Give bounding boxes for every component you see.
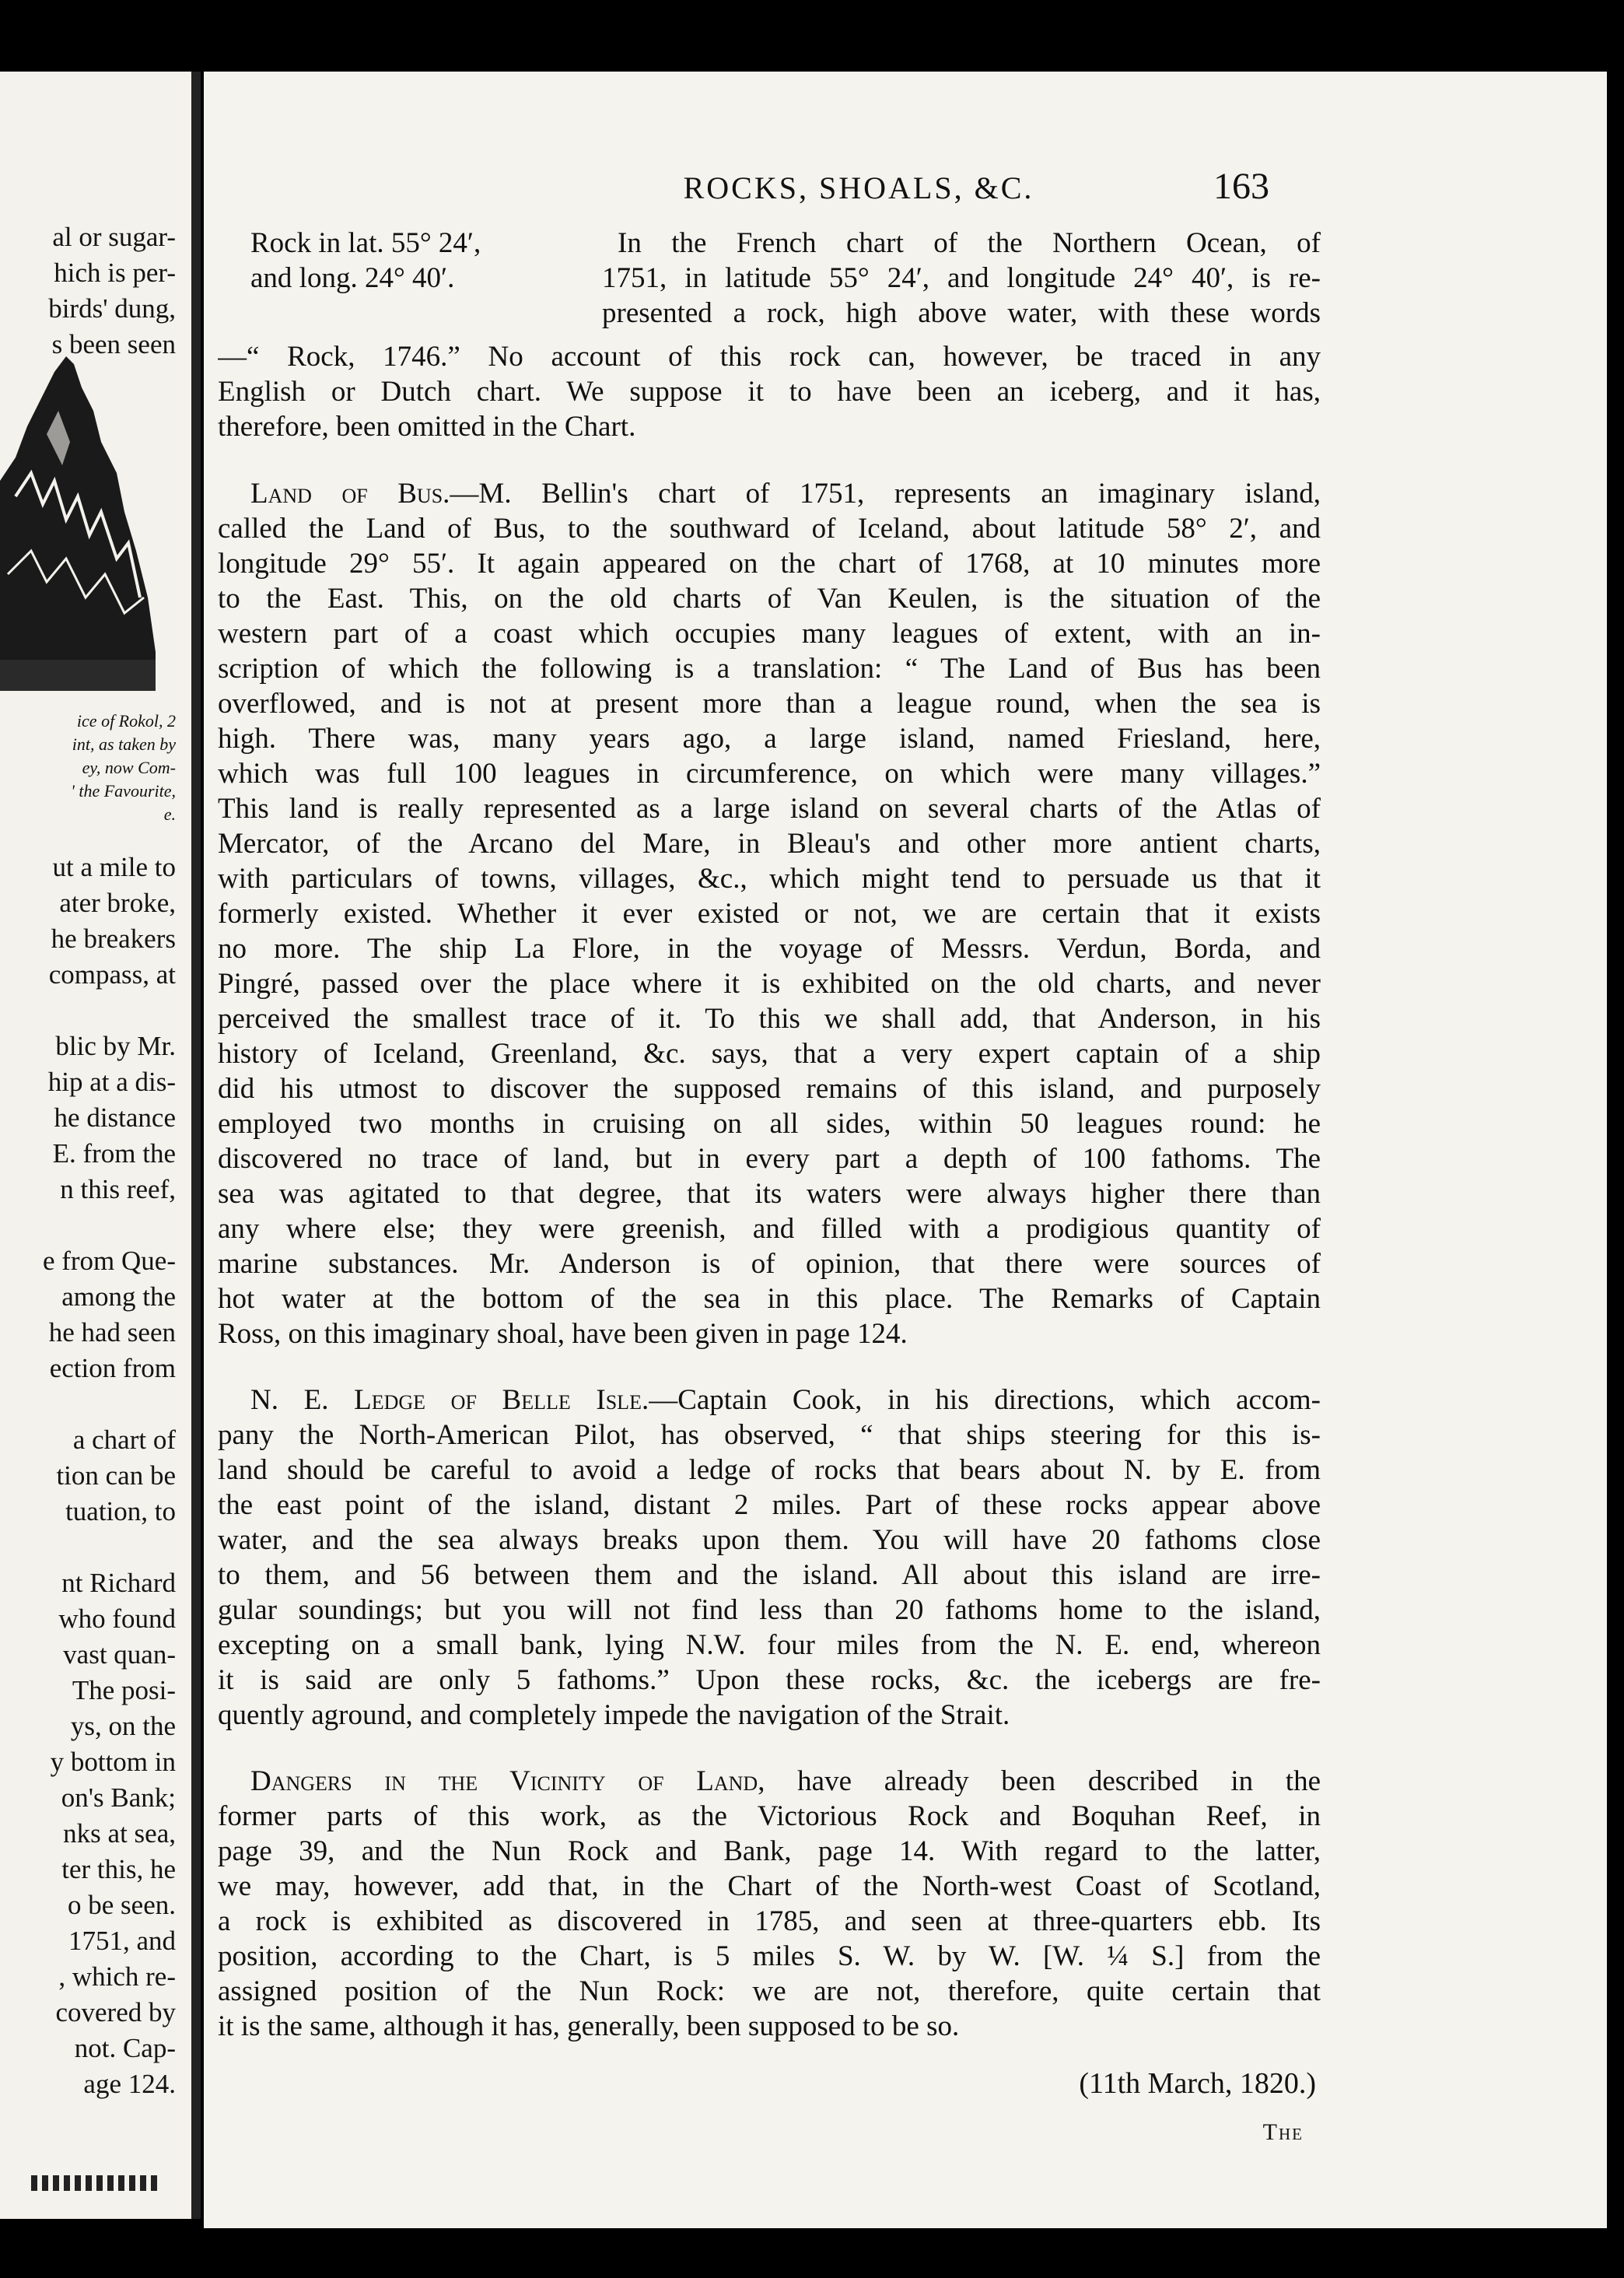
left-page-line: e from Que- xyxy=(42,1246,176,1276)
left-page-line: s been seen xyxy=(51,329,176,359)
text-line: gular soundings; but you will not find less than 20 fathoms home to the island, xyxy=(218,1594,1321,1626)
text-line xyxy=(218,476,1321,511)
text-line: sea was agitated to that degree, that its waters were always higher there than xyxy=(218,1178,1321,1210)
left-page-line: tuation, to xyxy=(65,1496,176,1526)
dateline: (11th March, 1820.) xyxy=(1079,2067,1316,2100)
text-line: —“ Rock, 1746.” No account of this rock can, however, be traced in any xyxy=(218,341,1321,373)
text-line: longitude 29° 55′. It again appeared on the chart of 1768, at 10 minutes more xyxy=(218,548,1321,580)
running-head: ROCKS, SHOALS, &C. xyxy=(683,170,1034,205)
left-page-line: compass, at xyxy=(48,959,176,990)
left-page-line: on's Bank; xyxy=(61,1782,176,1813)
left-page-line: ys, on the xyxy=(70,1711,176,1741)
left-page-line: he distance xyxy=(54,1102,176,1133)
text-line: which was full 100 leagues in circumference, on which were many villages.” xyxy=(218,758,1321,790)
left-page-line: birds' dung, xyxy=(48,293,176,324)
book-page xyxy=(204,72,1607,2228)
text-run: —Captain Cook, in his directions, which accom- xyxy=(649,1384,1321,1416)
text-line: the east point of the island, distant 2 miles. Part of these rocks appear above xyxy=(218,1489,1321,1521)
paragraph-gap xyxy=(218,1733,1321,1764)
section-rock-side-lines xyxy=(602,226,1321,331)
text-run: —M. Bellin's chart of 1751, represents an imaginary island, xyxy=(450,478,1321,510)
text-line: marine substances. Mr. Anderson is of opinion, that there were sources of xyxy=(218,1248,1321,1280)
left-page-line: , which re- xyxy=(58,1961,176,1992)
page-header xyxy=(204,166,1607,216)
left-page-line: he breakers xyxy=(51,923,176,954)
text-line: page 39, and the Nun Rock and Bank, page 14. With regard to the latter, xyxy=(218,1835,1321,1867)
text-line: it is the same, although it has, generally, been supposed to be so. xyxy=(218,2010,960,2042)
left-page-line: ter this, he xyxy=(61,1854,176,1884)
section-rock xyxy=(218,226,1321,445)
text-line: history of Iceland, Greenland, &c. says, that a very expert captain of a ship xyxy=(218,1038,1321,1070)
left-page-line: he had seen xyxy=(48,1317,176,1348)
page-edge-marks xyxy=(31,2172,179,2192)
section-land-of-bus xyxy=(218,476,1321,1351)
text-line: no more. The ship La Flore, in the voyage of Messrs. Verdun, Borda, and xyxy=(218,933,1321,965)
marginal-heading xyxy=(250,226,593,296)
text-line: overflowed, and is not at present more than a league round, when the sea is xyxy=(218,688,1321,720)
text-line: position, according to the Chart, is 5 miles S. W. by W. [W. ¼ S.] from the xyxy=(218,1940,1321,1972)
section-heading: Land of Bus. xyxy=(250,478,450,510)
figure-caption-line: ey, now Com- xyxy=(82,758,176,777)
figure-caption-line: e. xyxy=(163,804,176,824)
text-line: Ross, on this imaginary shoal, have been given in page 124. xyxy=(218,1318,908,1350)
text-line: employed two months in cruising on all sides, within 50 leagues round: he xyxy=(218,1108,1321,1140)
left-page-line: vast quan- xyxy=(63,1639,176,1670)
text-line: former parts of this work, as the Victorious Rock and Boquhan Reef, in xyxy=(218,1800,1321,1832)
rock-illustration xyxy=(0,341,156,691)
section-dangers xyxy=(218,1764,1321,2044)
text-line: assigned position of the Nun Rock: we are not, therefore, quite certain that xyxy=(218,1975,1321,2007)
text-line: to them, and 56 between them and the island. All about this island are irre- xyxy=(218,1559,1321,1591)
text-line: with particulars of towns, villages, &c., which might tend to persuade us that it xyxy=(218,863,1321,895)
left-page-line: The posi- xyxy=(72,1675,176,1705)
left-page-line: age 124. xyxy=(83,2069,176,2099)
left-page-line: ut a mile to xyxy=(52,852,176,882)
text-line: land should be careful to avoid a ledge of rocks that bears about N. by E. from xyxy=(218,1454,1321,1486)
left-page-line: n this reef, xyxy=(60,1174,176,1204)
page-number: 163 xyxy=(1213,166,1269,207)
left-page-line: hip at a dis- xyxy=(47,1067,176,1097)
left-page-line: nks at sea, xyxy=(63,1818,176,1849)
text-line: 1751, in latitude 55° 24′, and longitude 24° 40′, is re- xyxy=(602,262,1321,294)
text-line: did his utmost to discover the supposed remains of this island, and purposely xyxy=(218,1073,1321,1105)
text-line: Pingré, passed over the place where it is exhibited on the old charts, and never xyxy=(218,968,1321,1000)
left-page-line: 1751, and xyxy=(68,1926,176,1956)
left-page-line: y bottom in xyxy=(50,1747,176,1777)
text-line: scription of which the following is a translation: “ The Land of Bus has been xyxy=(218,653,1321,685)
left-page-line: ater broke, xyxy=(59,888,176,918)
text-line: high. There was, many years ago, a large island, named Friesland, here, xyxy=(218,723,1321,755)
marginal-heading-line: Rock in lat. 55° 24′, xyxy=(250,227,481,259)
body-text xyxy=(218,226,1321,2044)
text-line: to the East. This, on the old charts of Van Keulen, is the situation of the xyxy=(218,583,1321,615)
text-line: therefore, been omitted in the Chart. xyxy=(218,411,636,443)
text-line xyxy=(218,1764,1321,1799)
left-page-line: nt Richard xyxy=(61,1568,176,1598)
text-line: formerly existed. Whether it ever existed or not, we are certain that it exists xyxy=(218,898,1321,930)
left-page-line: not. Cap- xyxy=(74,2033,176,2063)
left-page-line: covered by xyxy=(55,1997,176,2027)
left-page-line: blic by Mr. xyxy=(55,1031,176,1061)
marginal-heading-line: and long. 24° 40′. xyxy=(250,262,455,294)
text-line: it is said are only 5 fathoms.” Upon these rocks, &c. the icebergs are fre- xyxy=(218,1664,1321,1696)
text-line: quently aground, and completely impede the navigation of the Strait. xyxy=(218,1699,1010,1731)
text-line: discovered no trace of land, but in every part a depth of 100 fathoms. The xyxy=(218,1143,1321,1175)
book-gutter xyxy=(191,72,201,2219)
text-line: water, and the sea always breaks upon them. You will have 20 fathoms close xyxy=(218,1524,1321,1556)
left-page-line: a chart of xyxy=(72,1425,176,1455)
text-run: have already been described in the xyxy=(797,1765,1321,1797)
text-line: called the Land of Bus, to the southward of Iceland, about latitude 58° 2′, and xyxy=(218,513,1321,545)
text-line xyxy=(218,1383,1321,1418)
left-page-line: among the xyxy=(61,1281,176,1312)
text-line: hot water at the bottom of the sea in this place. The Remarks of Captain xyxy=(218,1283,1321,1315)
left-page-fragment xyxy=(0,72,191,2219)
text-line: presented a rock, high above water, with these words xyxy=(602,297,1321,329)
text-line: perceived the smallest trace of it. To this we shall add, that Anderson, in his xyxy=(218,1003,1321,1035)
text-line: In the French chart of the Northern Ocean, of xyxy=(618,227,1321,259)
paragraph-gap xyxy=(218,445,1321,476)
text-line: Mercator, of the Arcano del Mare, in Bleau's and other more antient charts, xyxy=(218,828,1321,860)
section-heading: Dangers in the Vicinity of Land, xyxy=(250,1765,765,1797)
left-page-line: who found xyxy=(58,1603,176,1634)
left-page-line: al or sugar- xyxy=(52,222,176,252)
section-ne-ledge xyxy=(218,1383,1321,1733)
left-page-line: tion can be xyxy=(56,1460,176,1491)
catchword: The xyxy=(1262,2119,1304,2145)
text-line: excepting on a small bank, lying N.W. four miles from the N. E. end, whereon xyxy=(218,1629,1321,1661)
text-line: English or Dutch chart. We suppose it to have been an iceberg, and it has, xyxy=(218,376,1321,408)
text-line: any where else; they were greenish, and filled with a prodigious quantity of xyxy=(218,1213,1321,1245)
left-page-line: E. from the xyxy=(52,1138,176,1169)
figure-caption-line: ice of Rokol, 2 xyxy=(76,711,176,731)
text-line: western part of a coast which occupies many leagues of extent, with an in- xyxy=(218,618,1321,650)
text-line: we may, however, add that, in the Chart of the North-west Coast of Scotland, xyxy=(218,1870,1321,1902)
section-rock-lines xyxy=(218,339,1321,444)
left-page-line: hich is per- xyxy=(54,258,176,288)
figure-caption-line: ' the Favourite, xyxy=(71,781,176,801)
figure-caption-line: int, as taken by xyxy=(72,734,176,754)
paragraph-gap xyxy=(218,1351,1321,1383)
left-page-line: ection from xyxy=(49,1353,176,1383)
left-page-line: o be seen. xyxy=(68,1890,176,1920)
text-line: This land is really represented as a large island on several charts of the Atlas of xyxy=(218,793,1321,825)
section-heading: N. E. Ledge of Belle Isle. xyxy=(250,1384,649,1416)
text-line: a rock is exhibited as discovered in 1785, and seen at three-quarters ebb. Its xyxy=(218,1905,1321,1937)
text-line: pany the North-American Pilot, has observed, “ that ships steering for this is- xyxy=(218,1419,1321,1451)
